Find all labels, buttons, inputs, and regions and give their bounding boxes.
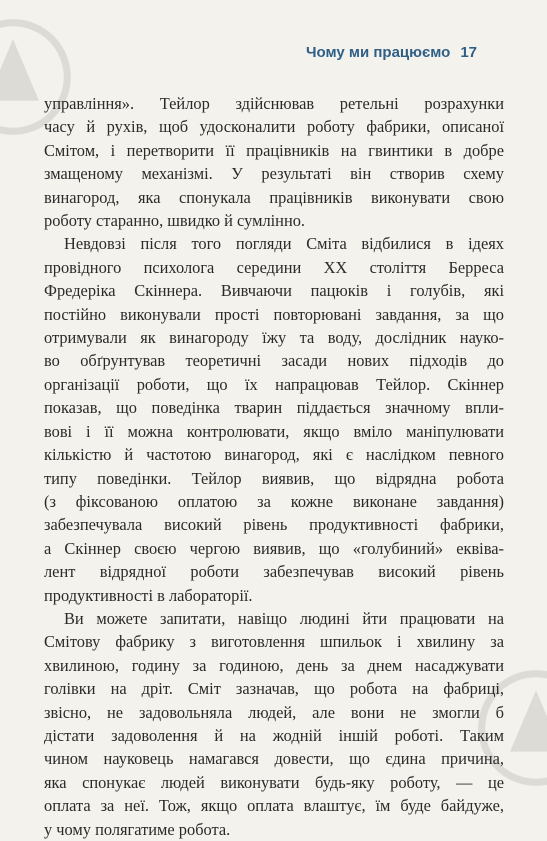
text-line: постійно виконували прості повторювані завдання, за що — [44, 304, 504, 324]
text-line: Ви можете запитати, навіщо людині йти працювати на — [64, 608, 504, 628]
running-title: Чому ми працюємо — [305, 44, 451, 61]
text-line: Смітом, і перетворити її працівників на гвинтики в добре — [44, 140, 504, 160]
text-line: у чому полягатиме робота. — [44, 819, 231, 839]
text-line: управління». Тейлор здійснював ретельні розрахунки — [44, 94, 504, 113]
text-line: голівки на дріт. Сміт зазначав, що робота на фабриці, — [44, 679, 504, 699]
text-line: показав, що поведінка тварин піддається значному впли- — [44, 398, 504, 418]
running-header — [306, 44, 477, 61]
text-line: яка спонукає людей виконувати будь-яку роботу, — це — [44, 772, 504, 792]
text-line: часу й рухів, щоб удосконалити роботу фабрики, описаної — [44, 117, 504, 137]
text-line: Невдовзі після того погляди Сміта відбилися в ідеях — [64, 234, 504, 254]
paragraph — [44, 232, 504, 607]
text-line: оплата за неї. Тож, якщо оплата влаштує, їм буде байдуже, — [44, 796, 504, 816]
text-line: дістати задоволення й на жодній іншій роботі. Таким — [44, 725, 504, 745]
page-number: 17 — [460, 44, 477, 61]
paragraph — [44, 92, 504, 232]
text-line: во обґрунтував теоретичні засади нових підходів до — [44, 351, 504, 371]
text-line: (з фіксованою оплатою за кожне виконане завдання) — [44, 491, 504, 511]
text-line: кількістю й частотою винагород, які є наслідком певного — [44, 445, 504, 465]
paragraph — [44, 607, 504, 841]
text-line: продуктивності в лабораторії. — [44, 585, 253, 605]
body-text — [44, 92, 504, 841]
text-line: змащеному механізмі. У результаті він створив схему — [44, 164, 504, 184]
text-line: забезпечувала високий рівень продуктивності фабрики, — [44, 515, 504, 535]
text-line: а Скіннер своєю чергою виявив, що «голубиний» еквіва- — [44, 538, 504, 558]
text-line: Смітову фабрику з виготовлення шпильок і хвилину за — [44, 632, 504, 652]
text-line: чином науковець намагався довести, що єдина причина, — [44, 749, 504, 769]
text-line: типу поведінки. Тейлор виявив, що відрядна робота — [44, 468, 504, 488]
text-line: роботу старанно, швидко й сумлінно. — [44, 211, 306, 231]
text-line: винагород, яка спонукала працівників виконувати свою — [44, 187, 504, 207]
text-line: Фредеріка Скіннера. Вивчаючи пацюків і голубів, які — [44, 281, 504, 301]
text-line: організації роботи, що їх напрацював Тейлор. Скіннер — [44, 374, 504, 394]
text-line: звісно, не задовольняла людей, але вони не змогли б — [44, 702, 504, 722]
text-line: провідного психолога середини XX століття Берреса — [44, 257, 504, 277]
text-line: лент відрядної роботи забезпечував високий рівень — [44, 562, 504, 582]
text-line: вові і її можна контролювати, якщо вміло маніпулювати — [44, 421, 504, 441]
text-line: отримували як винагороду їжу та воду, дослідник науко- — [44, 328, 504, 348]
text-line: хвилиною, годину за годиною, день за днем насаджувати — [44, 655, 504, 675]
